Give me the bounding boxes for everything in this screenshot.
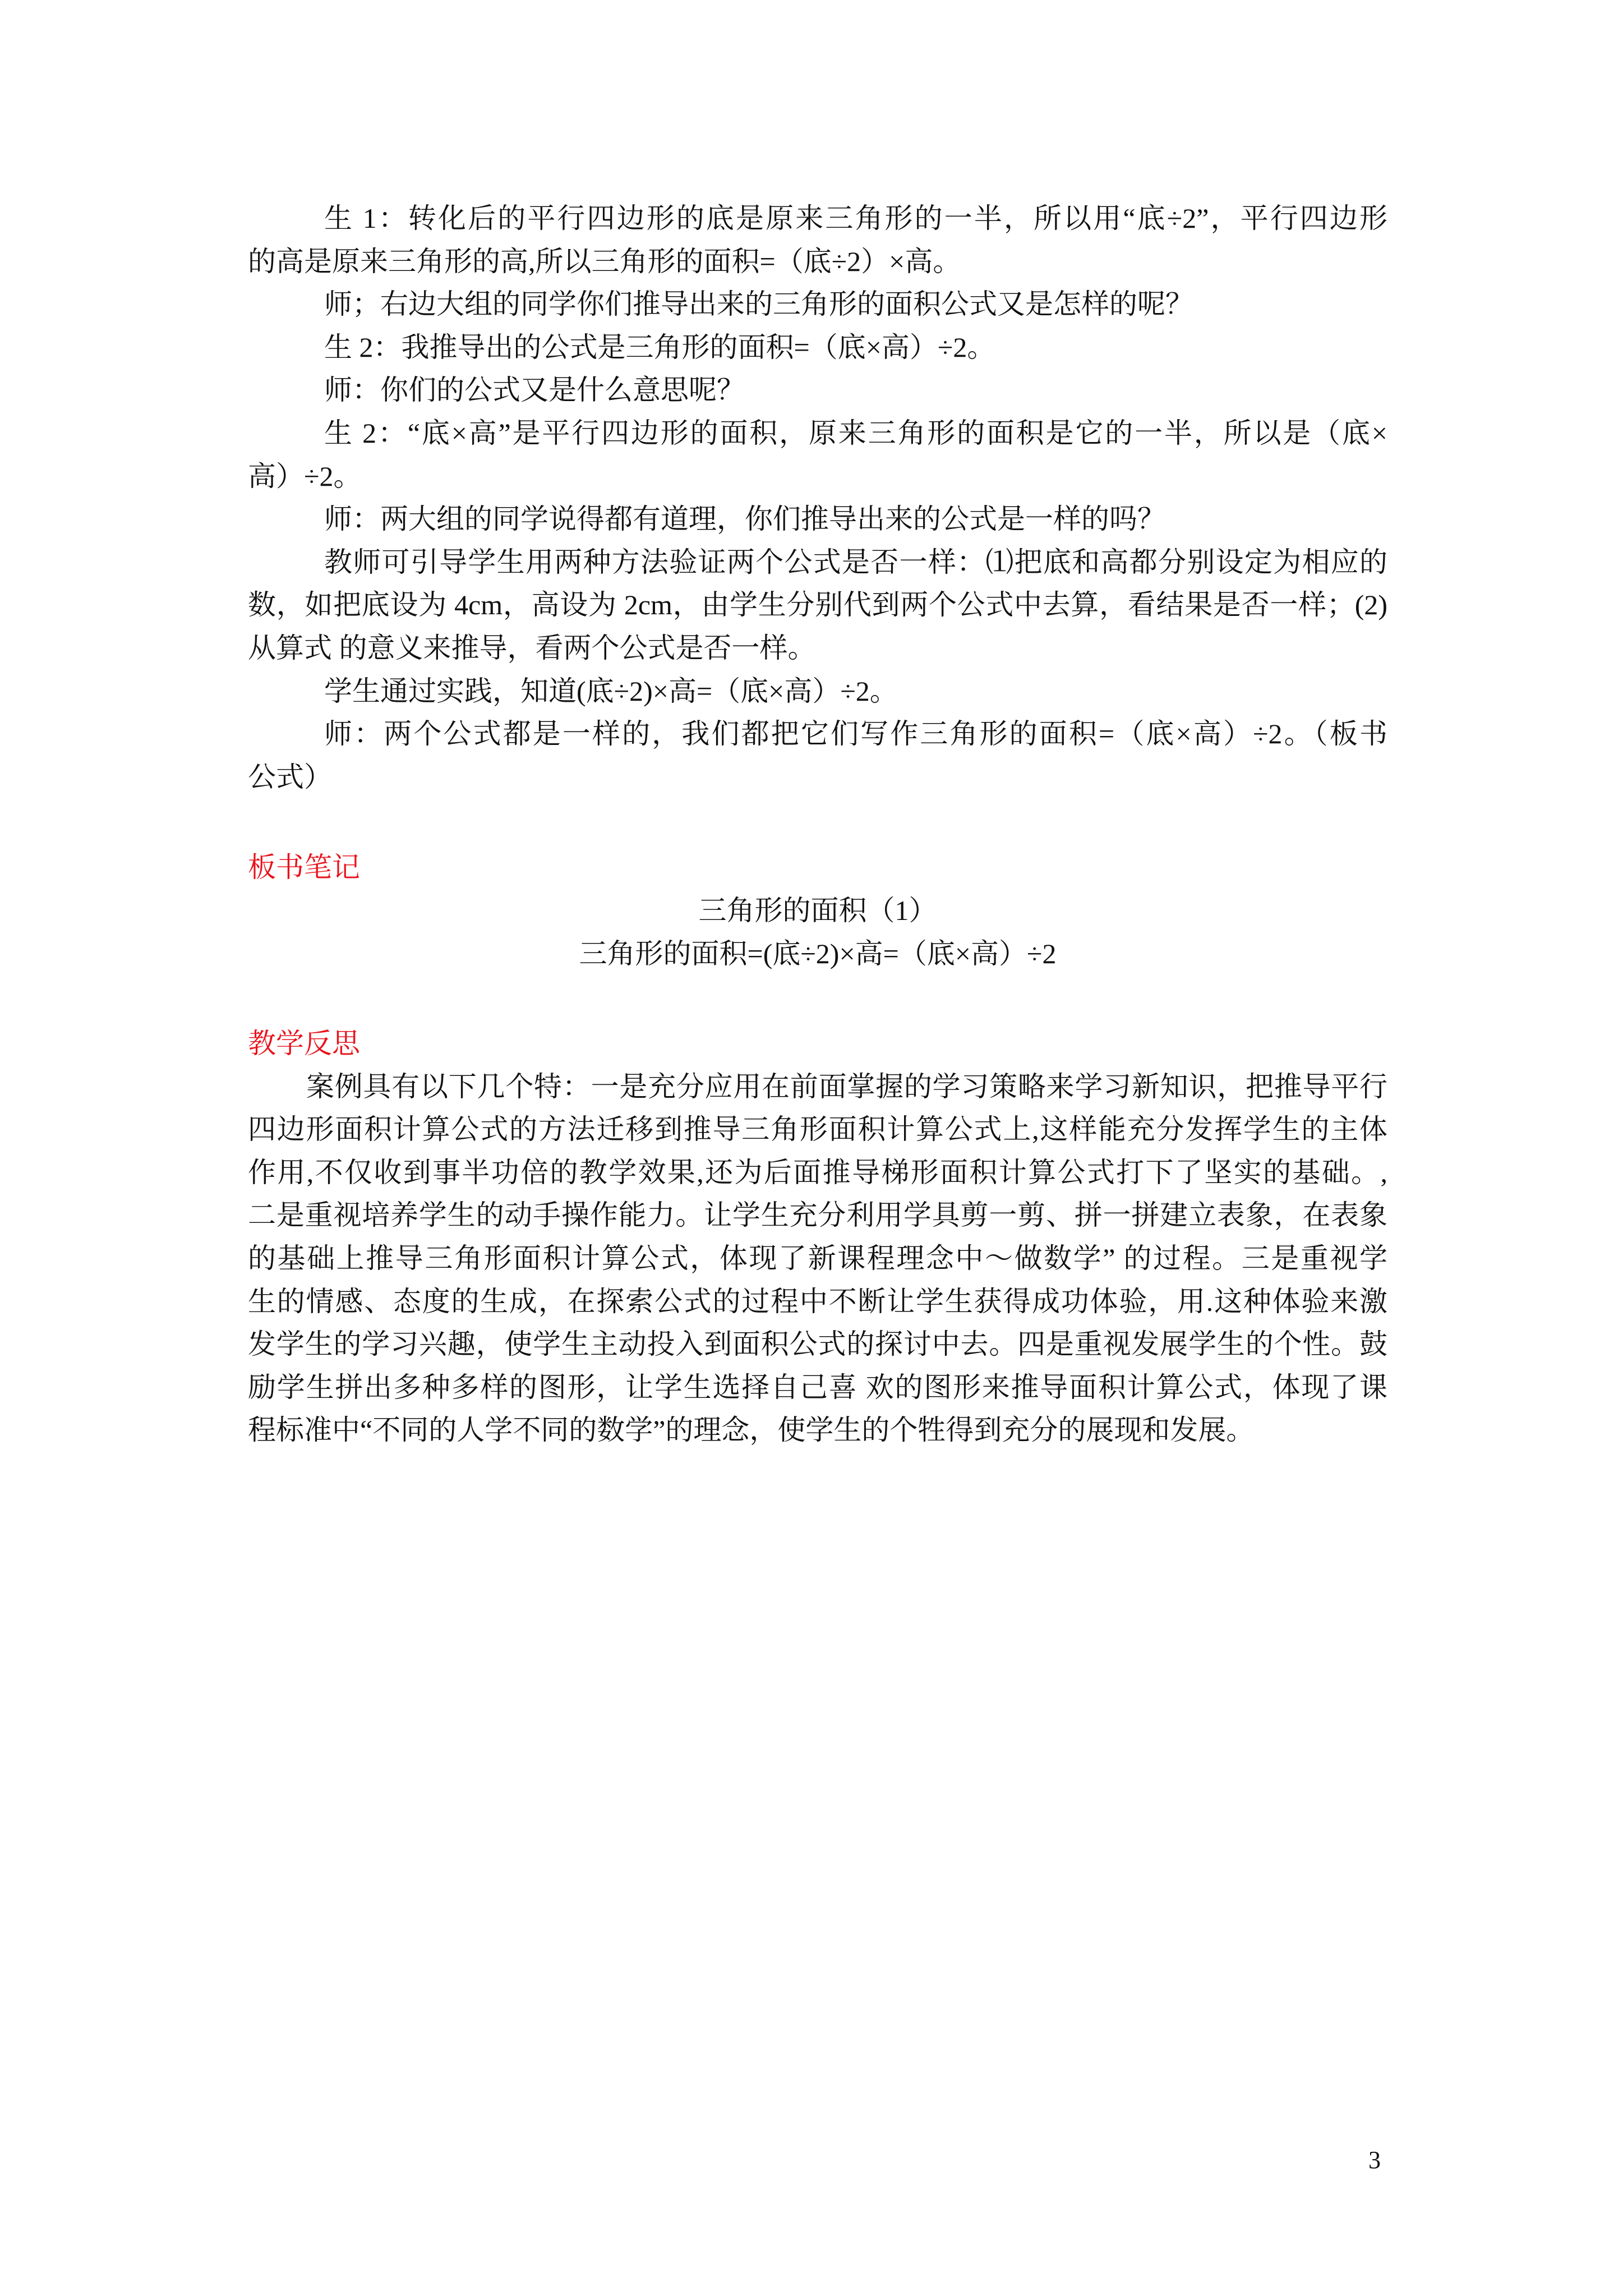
text-line: 发学生的学习兴趣，使学生主动投入到面积公式的探讨中去。四是重视发展学生的个性。鼓 xyxy=(248,1328,1387,1360)
text-line: 数，如把底设为 4cm，高设为 2cm，由学生分别代到两个公式中去算，看结果是否一样；(2) xyxy=(248,589,1387,621)
dialogue-paragraph xyxy=(248,498,1387,541)
dialogue-paragraph xyxy=(248,326,1387,369)
dialogue-paragraph xyxy=(248,197,1387,283)
text-line: 师：你们的公式又是什么意思呢？ xyxy=(324,374,745,406)
text-line: 高）÷2。 xyxy=(248,460,362,492)
text-line: 的高是原来三角形的高,所以三角形的面积=（底÷2）×高。 xyxy=(248,245,961,277)
text-line: 学生通过实践，知道(底÷2)×高=（底×高）÷2。 xyxy=(324,675,898,707)
dialogue-paragraph xyxy=(248,283,1387,326)
dialogue-paragraph xyxy=(248,712,1387,798)
text-line: 案例具有以下几个特：一是充分应用在前面掌握的学习策略来学习新知识，把推导平行 xyxy=(306,1070,1387,1102)
text-line: 公式） xyxy=(248,761,332,793)
document-body xyxy=(248,197,1387,1452)
text-line: 生 2：“底×高”是平行四边形的面积，原来三角形的面积是它的一半，所以是（底× xyxy=(324,417,1387,449)
text-line: 二是重视培养学生的动手操作能力。让学生充分利用学具剪一剪、拼一拼建立表象，在表象 xyxy=(248,1199,1387,1231)
reflection-heading: 教学反思 xyxy=(248,1028,360,1060)
text-line: 师；右边大组的同学你们推导出来的三角形的面积公式又是怎样的呢？ xyxy=(324,288,1193,320)
text-line: 师：两大组的同学说得都有道理，你们推导出来的公式是一样的吗？ xyxy=(324,503,1165,535)
text-line: 作用,不仅收到事半功倍的教学效果,还为后面推导梯形面积计算公式打下了坚实的基础。, xyxy=(248,1156,1387,1188)
dialogue-paragraph xyxy=(248,541,1387,670)
text-line: 从算式 的意义来推导，看两个公式是否一样。 xyxy=(248,632,816,664)
text-line: 四边形面积计算公式的方法迁移到推导三角形面积计算公式上,这样能充分发挥学生的主体 xyxy=(248,1114,1387,1145)
board-notes-heading: 板书笔记 xyxy=(248,852,360,884)
text-line: 生 2：我推导出的公式是三角形的面积=（底×高）÷2。 xyxy=(324,331,995,363)
text-line: 励学生拼出多种多样的图形，让学生选择自己喜 欢的图形来推导面积计算公式，体现了课 xyxy=(248,1371,1387,1403)
text-line: 程标准中“不同的人学不同的数学”的理念，使学生的个牲得到充分的展现和发展。 xyxy=(248,1414,1255,1446)
board-notes-formula: 三角形的面积=(底÷2)×高=（底×高）÷2 xyxy=(579,937,1057,969)
lesson-dialogue xyxy=(248,197,1387,798)
text-line: 生的情感、态度的生成，在探索公式的过程中不断让学生获得成功体验，用.这种体验来激 xyxy=(248,1285,1387,1317)
reflection-paragraph xyxy=(248,1065,1387,1452)
text-line: 师：两个公式都是一样的，我们都把它们写作三角形的面积=（底×高）÷2。（板书 xyxy=(324,718,1387,750)
page-number: 3 xyxy=(1368,2146,1381,2174)
dialogue-paragraph xyxy=(248,412,1387,498)
text-line: 教师可引导学生用两种方法验证两个公式是否一样：⑴把底和高都分别设定为相应的 xyxy=(324,546,1387,578)
text-line: 的基础上推导三角形面积计算公式，体现了新课程理念中～做数学” 的过程。三是重视学 xyxy=(248,1243,1387,1274)
dialogue-paragraph xyxy=(248,670,1387,713)
dialogue-paragraph xyxy=(248,369,1387,412)
board-notes-title: 三角形的面积（1） xyxy=(698,894,937,926)
text-line: 生 1：转化后的平行四边形的底是原来三角形的一半，所以用“底÷2”，平行四边形 xyxy=(324,203,1387,234)
